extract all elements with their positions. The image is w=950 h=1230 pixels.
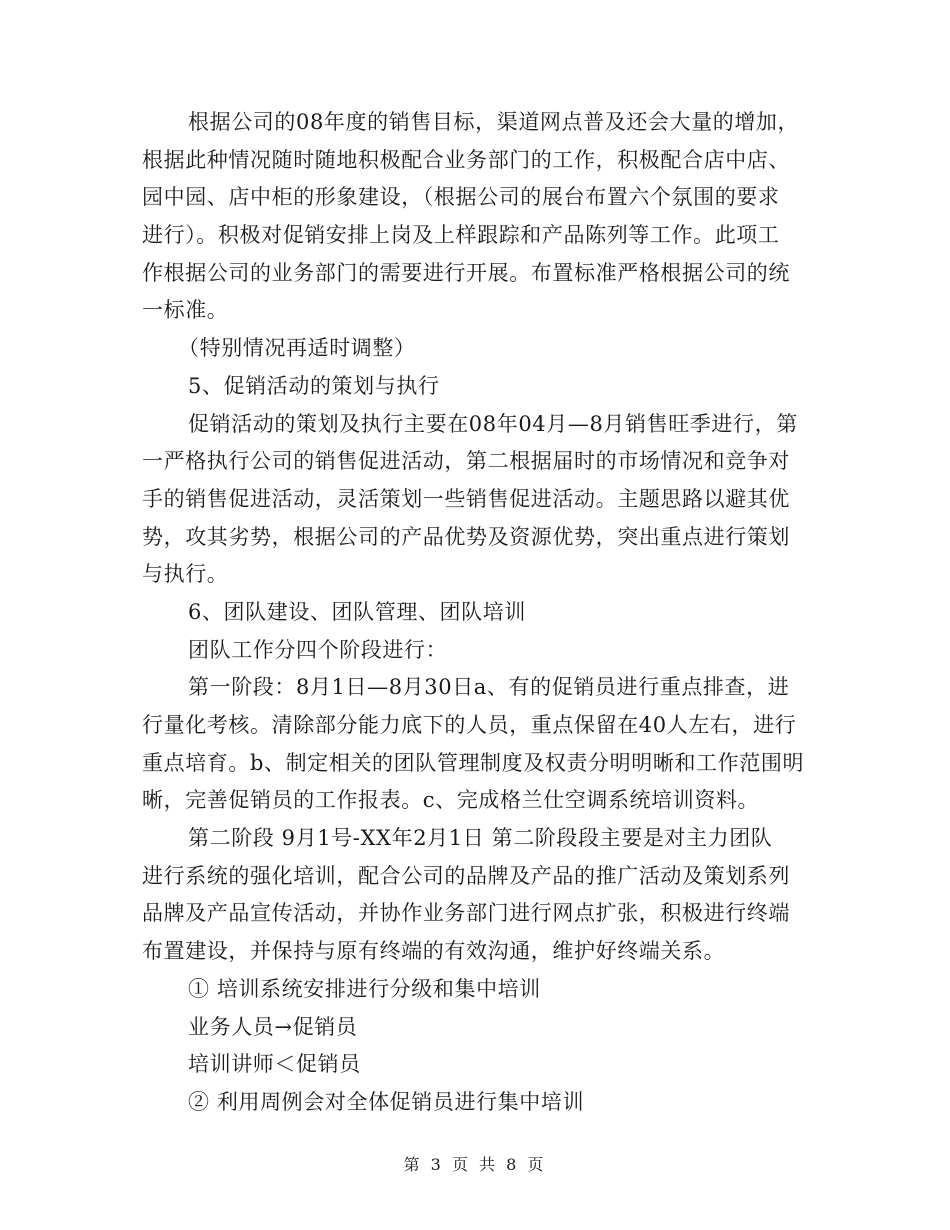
paragraph-line: 促销活动的策划及执行主要在08年04月—8月销售旺季进行，第 [188,411,798,436]
paragraph-line: 作根据公司的业务部门的需要进行开展。布置标准严格根据公司的统 [142,260,790,285]
list-item: ② 利用周例会对全体促销员进行集中培训 [188,1089,585,1114]
section-heading: 6、团队建设、团队管理、团队培训 [188,599,526,624]
paragraph-line: 布置建设，并保持与原有终端的有效沟通，维护好终端关系。 [142,939,726,964]
paragraph-line: 进行）。积极对促销安排上岗及上样跟踪和产品陈列等工作。此项工 [142,223,780,248]
paragraph-line: 手的销售促进活动，灵活策划一些销售促进活动。主题思路以避其优 [142,486,790,511]
paragraph-line: 重点培育。b、制定相关的团队管理制度及权责分明明晰和工作范围明 [142,750,805,775]
paragraph-line: 园中园、店中柜的形象建设，（根据公司的展台布置六个氛围的要求 [142,185,780,210]
list-item: ① 培训系统安排进行分级和集中培训 [188,976,541,1001]
paragraph-line: 晰，完善促销员的工作报表。c、完成格兰仕空调系统培训资料。 [142,788,760,813]
page-footer: 第 3 页 共 8 页 [403,1155,547,1174]
paragraph-line: 品牌及产品宣传活动，并协作业务部门进行网点扩张，积极进行终端 [142,901,790,926]
paragraph-line: 行量化考核。清除部分能力底下的人员，重点保留在40人左右，进行 [142,713,797,737]
paragraph-line: 根据此种情况随时随地积极配合业务部门的工作，积极配合店中店、 [142,147,790,172]
paragraph-line: 与执行。 [142,562,229,587]
paragraph-line: 一标准。 [142,298,229,323]
paragraph-line: 一严格执行公司的销售促进活动，第二根据届时的市场情况和竞争对 [142,449,790,474]
paragraph-line: 第二阶段 9月1号-XX年2月1日 第二阶段段主要是对主力团队 [188,826,773,851]
list-item: 培训讲师＜促销员 [188,1052,361,1077]
paragraph-line: 进行系统的强化培训，配合公司的品牌及产品的推广活动及策划系列 [142,863,790,888]
list-item: 业务人员→促销员 [188,1014,358,1039]
section-heading: 5、促销活动的策划与执行 [188,373,440,398]
document-body [142,104,812,1122]
note-line: （特别情况再适时调整） [178,336,416,361]
paragraph-line: 根据公司的08年度的销售目标，渠道网点普及还会大量的增加， [188,110,800,134]
paragraph-line: 势，攻其劣势，根据公司的产品优势及资源优势，突出重点进行策划 [142,524,790,549]
paragraph-line: 团队工作分四个阶段进行： [188,637,448,662]
paragraph-line: 第一阶段：8月1日—8月30日a、有的促销员进行重点排查，进 [188,675,790,700]
